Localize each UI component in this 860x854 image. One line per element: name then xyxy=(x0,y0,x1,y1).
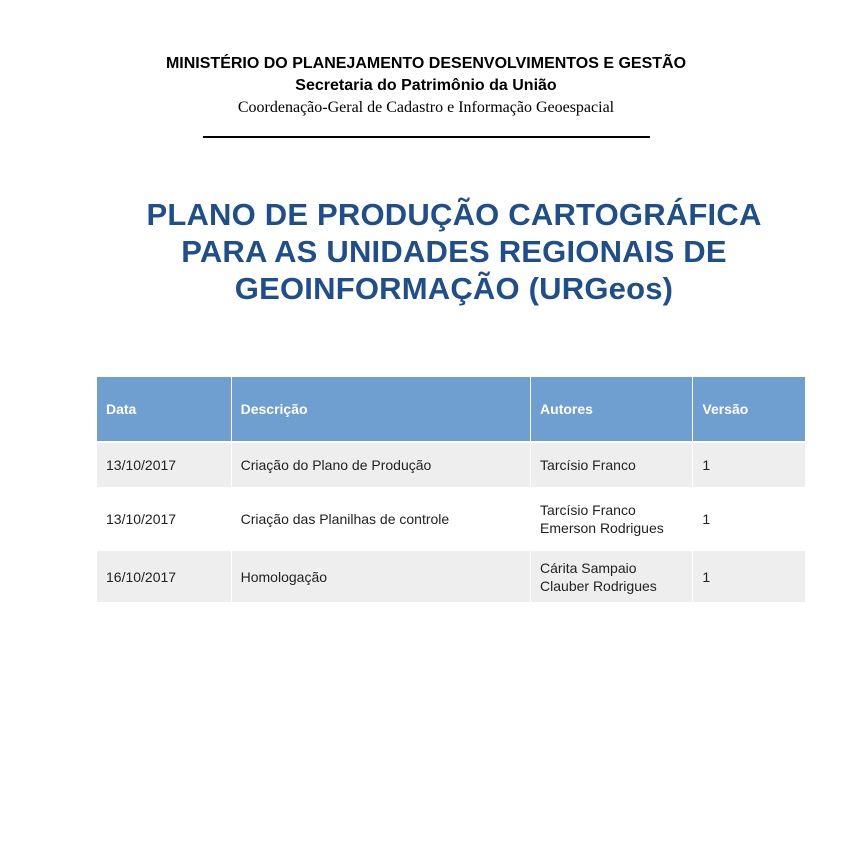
title-line-3: GEOINFORMAÇÃO (URGeos) xyxy=(234,271,674,306)
document-title xyxy=(0,196,860,307)
cell-authors xyxy=(531,488,693,550)
cell-version: 1 xyxy=(693,442,805,488)
table-row xyxy=(97,442,805,488)
table-header-row xyxy=(97,377,805,442)
cell-authors xyxy=(531,550,693,602)
cell-date: 16/10/2017 xyxy=(97,550,231,602)
author-name: Emerson Rodrigues xyxy=(540,520,664,536)
header-divider xyxy=(203,136,650,138)
cell-date: 13/10/2017 xyxy=(97,442,231,488)
title-line-1: PLANO DE PRODUÇÃO CARTOGRÁFICA xyxy=(146,197,762,232)
cell-version: 1 xyxy=(693,488,805,550)
cell-version: 1 xyxy=(693,550,805,602)
ministry-name: MINISTÉRIO DO PLANEJAMENTO DESENVOLVIMENTOS E GESTÃO xyxy=(165,55,687,72)
column-header-authors: Autores xyxy=(531,377,693,442)
column-header-date: Data xyxy=(97,377,231,442)
coordination-name: Coordenação-Geral de Cadastro e Informação Geoespacial xyxy=(237,99,615,116)
cell-description: Criação das Planilhas de controle xyxy=(231,488,530,550)
cell-description: Homologação xyxy=(231,550,530,602)
author-name: Tarcísio Franco xyxy=(540,457,636,473)
column-header-version: Versão xyxy=(693,377,805,442)
revision-table xyxy=(97,377,805,602)
table-row xyxy=(97,550,805,602)
author-name: Tarcísio Franco xyxy=(540,502,636,518)
column-header-description: Descrição xyxy=(231,377,530,442)
author-name: Cárita Sampaio xyxy=(540,559,637,576)
secretariat-name: Secretaria do Patrimônio da União xyxy=(295,77,557,94)
table-row xyxy=(97,488,805,550)
cell-authors xyxy=(531,442,693,488)
cell-date: 13/10/2017 xyxy=(97,488,231,550)
cell-description: Criação do Plano de Produção xyxy=(231,442,530,488)
title-line-2: PARA AS UNIDADES REGIONAIS DE xyxy=(181,234,727,269)
author-name: Clauber Rodrigues xyxy=(540,577,657,594)
